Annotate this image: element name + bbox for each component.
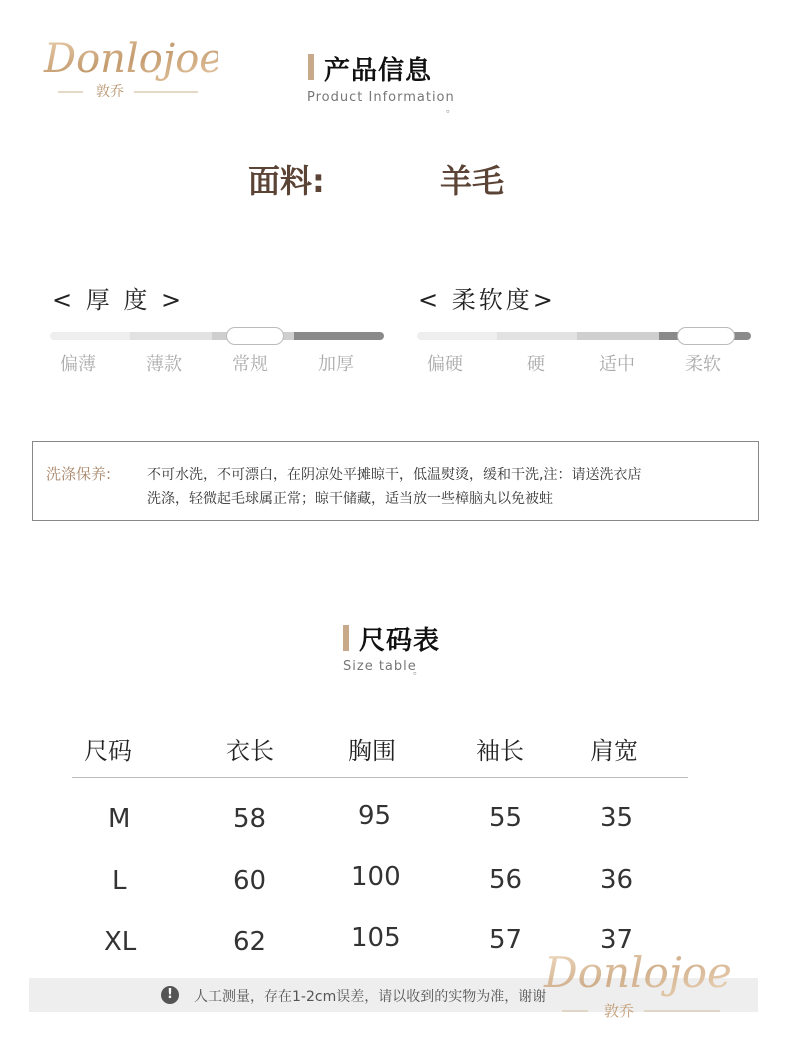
- table-cell: 95: [358, 801, 392, 831]
- thickness-title: < 厚 度 >: [52, 286, 185, 314]
- table-cell: 62: [233, 927, 267, 957]
- thickness-option: 常规: [232, 354, 268, 375]
- table-divider: [72, 777, 688, 778]
- table-cell: 55: [489, 803, 523, 833]
- table-cell: 58: [233, 804, 267, 834]
- table-header: 袖长: [476, 737, 524, 765]
- table-header: 肩宽: [590, 737, 638, 765]
- table-cell: M: [108, 804, 131, 834]
- info-icon: !: [161, 986, 179, 1004]
- fabric-label: 面料:: [248, 162, 325, 200]
- softness-track: [417, 332, 751, 340]
- thickness-option: 偏薄: [60, 354, 96, 375]
- table-cell: 60: [233, 866, 267, 896]
- softness-title: < 柔软度>: [418, 286, 556, 314]
- thickness-knob: [226, 327, 284, 345]
- thickness-option: 加厚: [318, 354, 354, 375]
- section-accent-bar: [308, 54, 314, 80]
- softness-option: 偏硬: [427, 354, 463, 375]
- product-info-dot: 。: [446, 104, 457, 115]
- product-info-title: 产品信息: [324, 56, 433, 86]
- care-text-line: 洗涤，轻微起毛球属正常；晾干储藏，适当放一些樟脑丸以免被蛀: [147, 491, 553, 507]
- brand-watermark-script: Donlojoe: [544, 948, 732, 997]
- table-cell: XL: [104, 927, 137, 957]
- thickness-option: 薄款: [146, 354, 182, 375]
- table-cell: 37: [600, 925, 634, 955]
- table-cell: L: [112, 866, 127, 896]
- softness-option: 硬: [527, 354, 545, 375]
- table-cell: 56: [489, 865, 523, 895]
- table-header: 尺码: [84, 737, 132, 765]
- care-text: [147, 463, 737, 511]
- brand-watermark-chinese: 敦乔: [604, 1002, 635, 1020]
- size-table-dot: 。: [413, 666, 424, 677]
- fabric-value: 羊毛: [440, 162, 505, 200]
- measurement-note-text: 人工测量，存在1-2cm误差，请以收到的实物为准，谢谢: [194, 989, 547, 1005]
- thickness-track: [50, 332, 384, 340]
- softness-option: 适中: [599, 354, 635, 375]
- product-info-subtitle: Product Information: [307, 90, 455, 105]
- section-accent-bar: [343, 625, 349, 651]
- softness-option: 柔软: [685, 354, 721, 375]
- table-cell: 57: [489, 925, 523, 955]
- brand-watermark: [540, 935, 740, 1030]
- brand-logo-chinese: 敦乔: [96, 84, 124, 100]
- brand-logo: [38, 22, 218, 112]
- care-label: 洗涤保养:: [46, 465, 112, 483]
- table-cell: 36: [600, 865, 634, 895]
- brand-logo-script: Donlojoe: [44, 36, 218, 82]
- table-cell: 35: [600, 803, 634, 833]
- table-header: 衣长: [226, 737, 274, 765]
- table-cell: 105: [351, 923, 401, 953]
- table-cell: 100: [351, 862, 401, 892]
- care-text-line: 不可水洗，不可漂白，在阴凉处平摊晾干，低温熨烫，缓和干洗,注：请送洗衣店: [147, 467, 642, 483]
- table-header: 胸围: [348, 737, 396, 765]
- size-table-subtitle: Size table: [343, 659, 417, 674]
- size-table-title: 尺码表: [359, 626, 441, 656]
- softness-knob: [677, 327, 735, 345]
